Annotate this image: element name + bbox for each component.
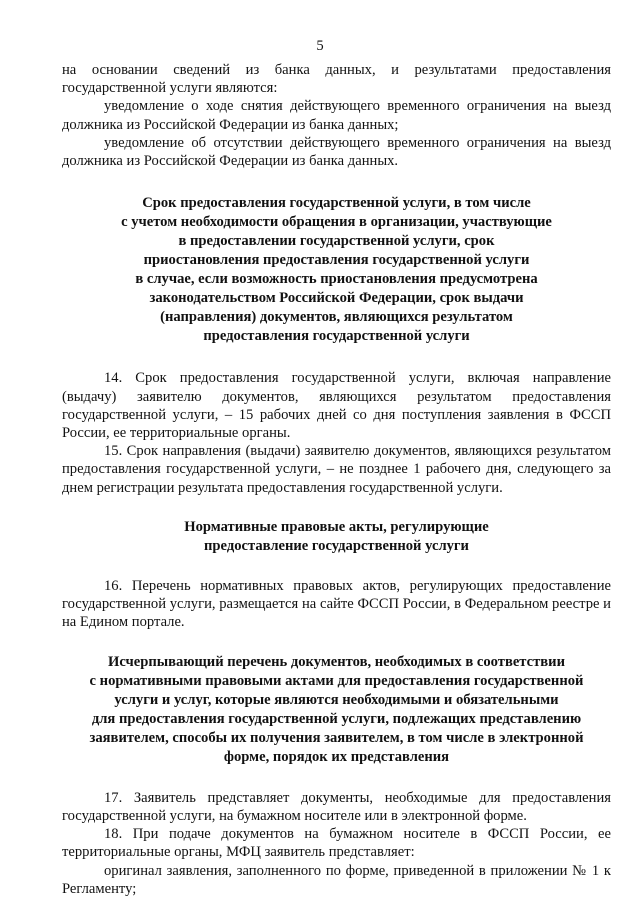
heading-line: приостановления предоставления государственной услуги (143, 251, 530, 268)
paragraph-15: 15. Срок направления (выдачи) заявителю документов, являющихся результатом предоставления государственной услуги, – не позднее 1 рабочего дня, следующего за днем регистрации результата предоставления государственной услуги. (62, 443, 611, 496)
heading-line: законодательством Российской Федерации, срок выдачи (149, 289, 524, 306)
heading-line: Нормативные правовые акты, регулирующие (184, 518, 489, 535)
heading-line: с нормативными правовыми актами для предоставления государственной (89, 673, 584, 690)
section-heading-documents (62, 653, 611, 766)
page-number: 5 (316, 38, 324, 54)
section-heading-term (62, 194, 611, 345)
paragraph-18-item: оригинал заявления, заполненного по форме, приведенной в приложении № 1 к Регламенту; (62, 862, 611, 897)
heading-line: предоставления государственной услуги (203, 327, 470, 344)
paragraph-18: 18. При подаче документов на бумажном носителе в ФССП России, ее территориальные органы, МФЦ заявитель представляет: (62, 826, 611, 861)
heading-line: Исчерпывающий перечень документов, необходимых в соответствии (107, 654, 565, 671)
page-body (62, 61, 611, 898)
heading-line: форме, порядок их представления (223, 748, 450, 765)
paragraph-17: 17. Заявитель представляет документы, необходимые для предоставления государственной услуги, на бумажном носителе или в электронной форме. (62, 789, 611, 824)
heading-line: в случае, если возможность приостановления предусмотрена (135, 270, 538, 287)
heading-line: заявителем, способы их получения заявителем, в том числе в электронной (89, 729, 584, 746)
intro-paragraph: уведомление о ходе снятия действующего временного ограничения на выезд должника из Российской Федерации из банка данных; (62, 98, 611, 133)
heading-line: в предоставлении государственной услуги, срок (178, 233, 495, 250)
section-heading-legal-acts (62, 518, 611, 556)
heading-line: предоставление государственной услуги (204, 537, 469, 554)
intro-paragraph: уведомление об отсутствии действующего временного ограничения на выезд должника из Российской Федерации из банка данных. (62, 134, 611, 170)
intro-paragraph: на основании сведений из банка данных, и результатами предоставления государственной услуги являются: (62, 62, 611, 97)
heading-line: услуги и услуг, которые являются необходимыми и обязательными (114, 692, 559, 709)
heading-line: для предоставления государственной услуги, подлежащих представлению (91, 711, 582, 728)
paragraph-16: 16. Перечень нормативных правовых актов, регулирующих предоставление государственной услуги, размещается на сайте ФССП России, в Федеральном реестре и на Едином портале. (62, 577, 611, 631)
heading-line: с учетом необходимости обращения в организации, участвующие (121, 214, 552, 231)
heading-line: Срок предоставления государственной услуги, в том числе (142, 195, 531, 212)
heading-line: (направления) документов, являющихся результатом (160, 308, 513, 325)
paragraph-14: 14. Срок предоставления государственной услуги, включая направление (выдачу) заявителю документов, являющихся результатом предоставления государственной услуги, – 15 рабочих дней со дня поступления заявления в ФССП России, ее территориальные органы. (62, 370, 611, 442)
